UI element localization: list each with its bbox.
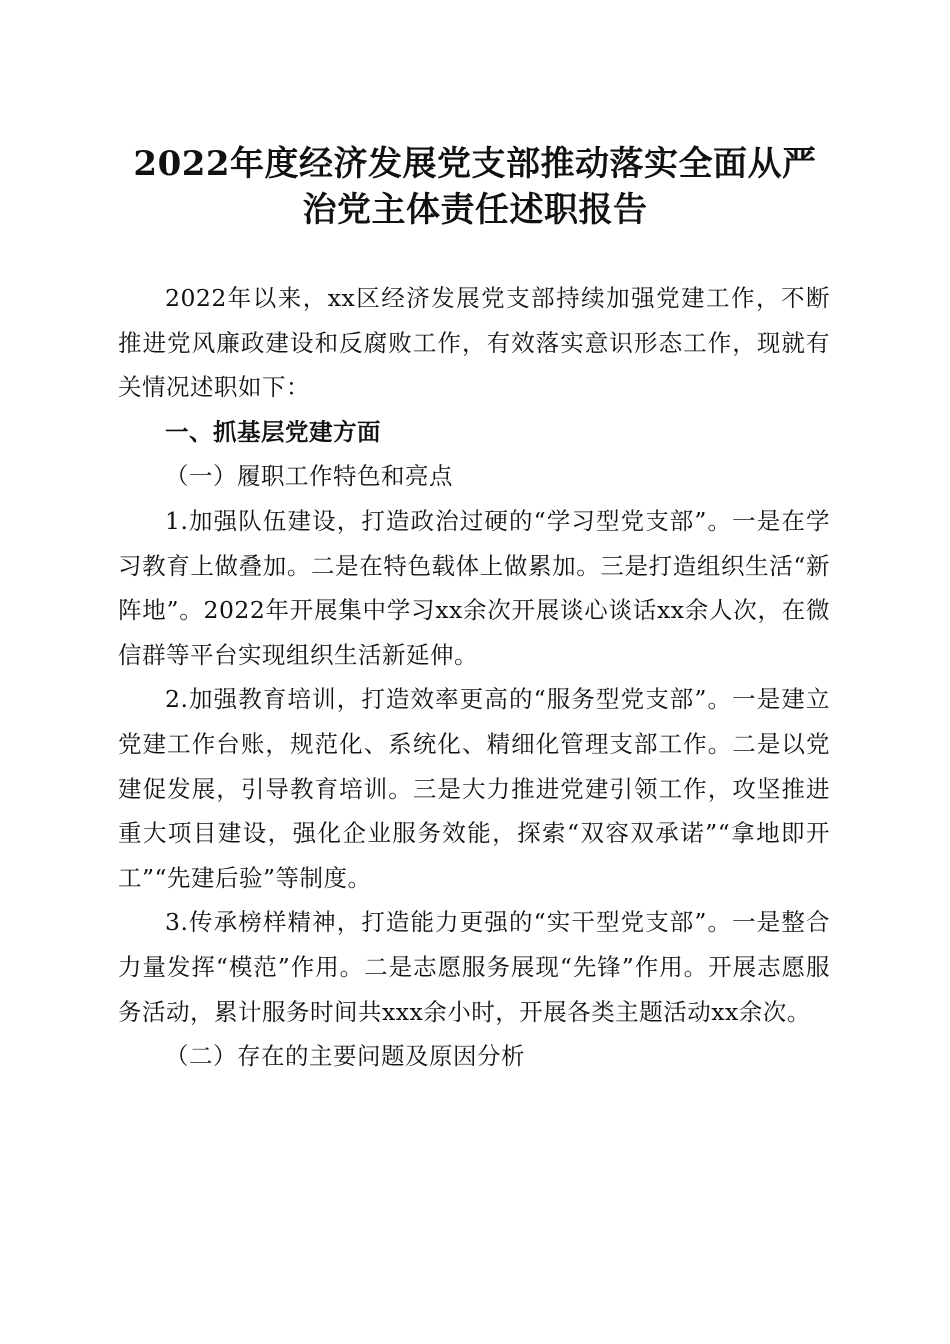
document-body <box>118 276 830 1079</box>
intro-paragraph: 2022年以来，xx区经济发展党支部持续加强党建工作，不断推进党风廉政建设和反腐败工作，有效落实意识形态工作，现就有关情况述职如下： <box>118 284 830 402</box>
document-title-line-2: 治党主体责任述职报告 <box>302 190 648 230</box>
item-paragraph-1: 1.加强队伍建设，打造政治过硬的“学习型党支部”。一是在学习教育上做叠加。二是在特色载体上做累加。三是打造组织生活“新阵地”。2022年开展集中学习xx余次开展谈心谈话xx余人次，在微信群等平台实现组织生活新延伸。 <box>118 506 830 669</box>
subsection-heading-2: （二）存在的主要问题及原因分析 <box>165 1042 525 1071</box>
subsection-heading-1: （一）履职工作特色和亮点 <box>165 462 453 491</box>
item-paragraph-3: 3.传承榜样精神，打造能力更强的“实干型党支部”。一是整合力量发挥“模范”作用。二是志愿服务展现“先锋”作用。开展志愿服务活动，累计服务时间共xxx余小时，开展各类主题活动xx余次。 <box>118 908 830 1026</box>
item-paragraph-2: 2.加强教育培训，打造效率更高的“服务型党支部”。一是建立党建工作台账，规范化、系统化、精细化管理支部工作。二是以党建促发展，引导教育培训。三是大力推进党建引领工作，攻坚推进重大项目建设，强化企业服务效能，探索“双容双承诺”“拿地即开工”“先建后验”等制度。 <box>118 685 830 892</box>
section-heading-1: 一、抓基层党建方面 <box>165 417 381 446</box>
document-title-line-1: 2022年度经济发展党支部推动落实全面从严 <box>133 144 817 184</box>
